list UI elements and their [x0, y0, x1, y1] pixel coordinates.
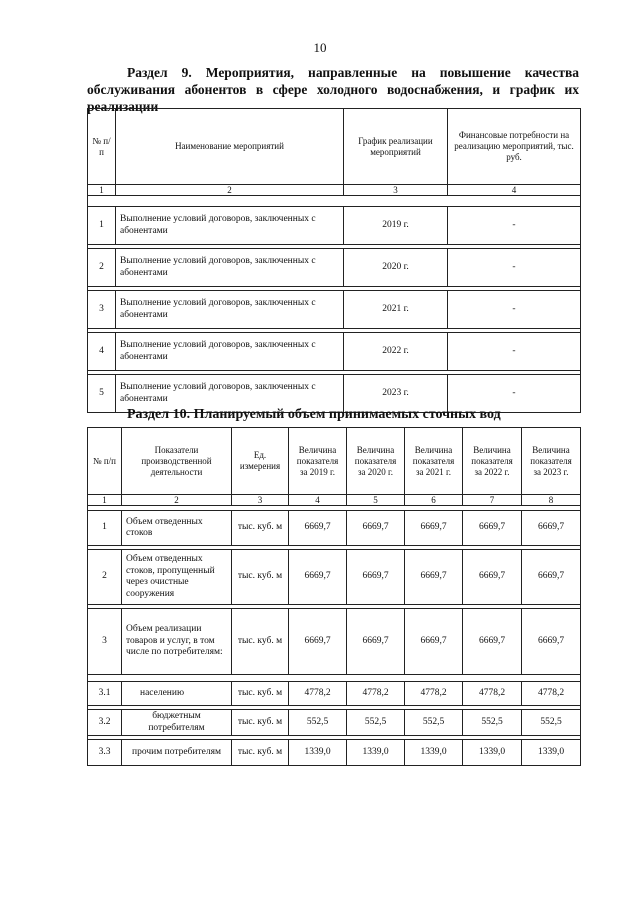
- row-value-2020: 6669,7: [347, 609, 405, 675]
- index-cell: 2: [122, 495, 232, 506]
- header-indicator: Показатели производственной деятельности: [122, 428, 232, 495]
- row-value-2022: 552,5: [463, 710, 522, 736]
- index-cell: 1: [88, 495, 122, 506]
- row-num: 2: [88, 249, 116, 287]
- header-2022: Величина показателя за 2022 г.: [463, 428, 522, 495]
- row-name: Выполнение условий договоров, заключенных с абонентами: [116, 375, 344, 413]
- table-row: [88, 207, 581, 245]
- section9-table: [87, 108, 581, 413]
- table-row: [88, 740, 581, 766]
- table-header-row: [88, 428, 581, 495]
- row-value-2020: 6669,7: [347, 511, 405, 546]
- index-cell: 6: [405, 495, 463, 506]
- header-num: № п/п: [88, 428, 122, 495]
- row-value-2022: 6669,7: [463, 511, 522, 546]
- table-row: [88, 682, 581, 706]
- row-value-2022: 4778,2: [463, 682, 522, 706]
- table-index-row: [88, 185, 581, 196]
- index-cell: 4: [448, 185, 581, 196]
- row-value-2023: 1339,0: [522, 740, 581, 766]
- header-2020: Величина показателя за 2020 г.: [347, 428, 405, 495]
- header-num: № п/п: [88, 109, 116, 185]
- row-value-2023: 552,5: [522, 710, 581, 736]
- table-row: [88, 291, 581, 329]
- table-header-row: [88, 109, 581, 185]
- row-num: 3.2: [88, 710, 122, 736]
- row-year: 2022 г.: [344, 333, 448, 371]
- page-number: 10: [313, 40, 327, 55]
- row-unit: тыс. куб. м: [232, 710, 289, 736]
- index-cell: 4: [289, 495, 347, 506]
- row-value-2021: 6669,7: [405, 511, 463, 546]
- header-2023: Величина показателя за 2023 г.: [522, 428, 581, 495]
- row-num: 2: [88, 550, 122, 605]
- row-finance: -: [448, 333, 581, 371]
- row-value-2021: 6669,7: [405, 550, 463, 605]
- row-num: 3: [88, 291, 116, 329]
- row-num: 1: [88, 511, 122, 546]
- table-index-row: [88, 495, 581, 506]
- row-name: Выполнение условий договоров, заключенных с абонентами: [116, 333, 344, 371]
- row-value-2019: 6669,7: [289, 550, 347, 605]
- table-row: [88, 249, 581, 287]
- row-name: Объем отведенных стоков: [122, 511, 232, 546]
- row-unit: тыс. куб. м: [232, 550, 289, 605]
- row-name: Выполнение условий договоров, заключенных с абонентами: [116, 291, 344, 329]
- table-row: [88, 710, 581, 736]
- row-value-2023: 6669,7: [522, 609, 581, 675]
- header-measure-name: Наименование мероприятий: [116, 109, 344, 185]
- row-value-2021: 552,5: [405, 710, 463, 736]
- row-finance: -: [448, 207, 581, 245]
- index-cell: 3: [232, 495, 289, 506]
- row-unit: тыс. куб. м: [232, 609, 289, 675]
- index-cell: 5: [347, 495, 405, 506]
- header-unit: Ед. измерения: [232, 428, 289, 495]
- row-value-2022: 6669,7: [463, 609, 522, 675]
- table-row: [88, 550, 581, 605]
- section9-title-line2: обслуживания абонентов в сфере холодного водоснабжения, и график их: [87, 82, 579, 97]
- index-cell: 3: [344, 185, 448, 196]
- section10-heading: Раздел 10. Планируемый объем принимаемых сточных вод: [127, 407, 501, 422]
- row-name: Выполнение условий договоров, заключенных с абонентами: [116, 207, 344, 245]
- row-finance: -: [448, 291, 581, 329]
- header-2021: Величина показателя за 2021 г.: [405, 428, 463, 495]
- row-num: 3.3: [88, 740, 122, 766]
- row-value-2020: 6669,7: [347, 550, 405, 605]
- header-2019: Величина показателя за 2019 г.: [289, 428, 347, 495]
- row-value-2020: 1339,0: [347, 740, 405, 766]
- row-name: Объем реализации товаров и услуг, в том числе по потребителям:: [122, 609, 232, 675]
- row-name: Объем отведенных стоков, пропущенный через очистные сооружения: [122, 550, 232, 605]
- row-value-2021: 6669,7: [405, 609, 463, 675]
- row-value-2019: 6669,7: [289, 511, 347, 546]
- row-value-2019: 4778,2: [289, 682, 347, 706]
- row-value-2021: 4778,2: [405, 682, 463, 706]
- row-unit: тыс. куб. м: [232, 682, 289, 706]
- table-row: [88, 609, 581, 675]
- section9-title-line1: Раздел 9. Мероприятия, направленные на повышение качества: [127, 65, 579, 80]
- row-value-2023: 4778,2: [522, 682, 581, 706]
- header-finance: Финансовые потребности на реализацию мероприятий, тыс. руб.: [448, 109, 581, 185]
- row-value-2021: 1339,0: [405, 740, 463, 766]
- row-value-2023: 6669,7: [522, 511, 581, 546]
- row-name: населению: [122, 682, 232, 706]
- index-cell: 8: [522, 495, 581, 506]
- row-num: 3.1: [88, 682, 122, 706]
- index-cell: 7: [463, 495, 522, 506]
- row-finance: -: [448, 249, 581, 287]
- table-row: [88, 333, 581, 371]
- section10-table: [87, 427, 581, 766]
- row-num: 3: [88, 609, 122, 675]
- row-year: 2021 г.: [344, 291, 448, 329]
- row-value-2019: 6669,7: [289, 609, 347, 675]
- row-num: 4: [88, 333, 116, 371]
- row-finance: -: [448, 375, 581, 413]
- row-num: 5: [88, 375, 116, 413]
- row-name: прочим потребителям: [122, 740, 232, 766]
- row-year: 2019 г.: [344, 207, 448, 245]
- row-name: бюджетным потребителям: [122, 710, 232, 736]
- row-value-2020: 552,5: [347, 710, 405, 736]
- row-num: 1: [88, 207, 116, 245]
- row-value-2023: 6669,7: [522, 550, 581, 605]
- row-year: 2023 г.: [344, 375, 448, 413]
- table-row: [88, 511, 581, 546]
- row-value-2020: 4778,2: [347, 682, 405, 706]
- index-cell: 1: [88, 185, 116, 196]
- row-value-2019: 1339,0: [289, 740, 347, 766]
- index-cell: 2: [116, 185, 344, 196]
- row-value-2022: 1339,0: [463, 740, 522, 766]
- row-unit: тыс. куб. м: [232, 511, 289, 546]
- row-value-2019: 552,5: [289, 710, 347, 736]
- row-value-2022: 6669,7: [463, 550, 522, 605]
- row-name: Выполнение условий договоров, заключенных с абонентами: [116, 249, 344, 287]
- row-year: 2020 г.: [344, 249, 448, 287]
- row-unit: тыс. куб. м: [232, 740, 289, 766]
- section9-title-line3: реализации: [87, 99, 159, 114]
- header-schedule: График реализации мероприятий: [344, 109, 448, 185]
